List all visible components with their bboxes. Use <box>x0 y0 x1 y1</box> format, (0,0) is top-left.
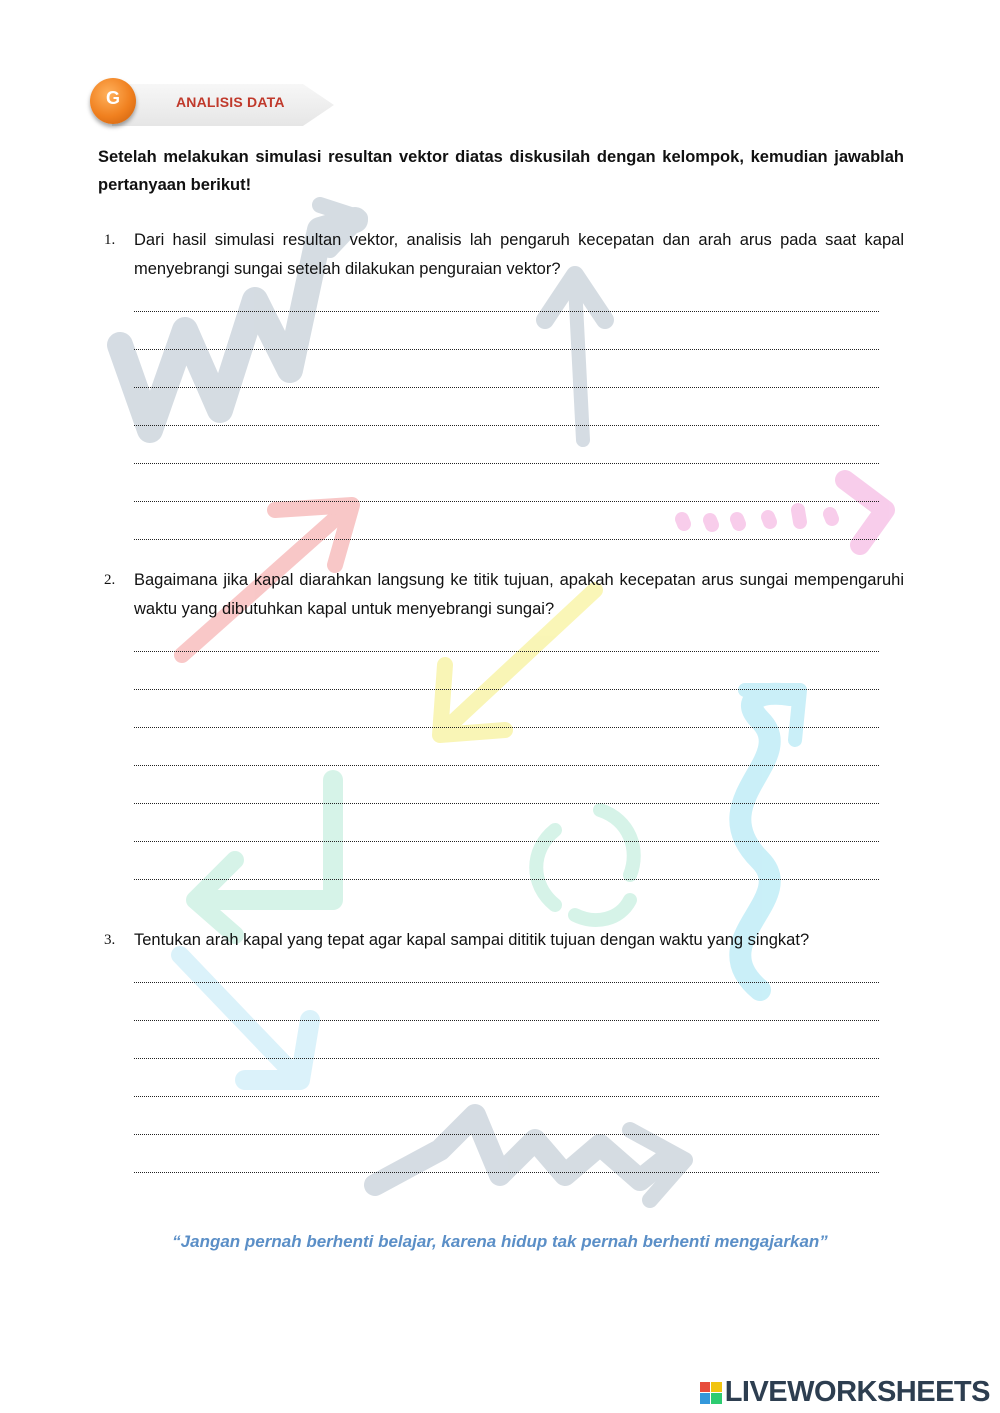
liveworksheets-branding[interactable] <box>700 1376 990 1409</box>
answer-area-3[interactable] <box>134 955 879 1173</box>
answer-line[interactable] <box>134 624 879 652</box>
answer-line[interactable] <box>134 426 879 464</box>
question-2 <box>98 566 904 880</box>
answer-line[interactable] <box>134 652 879 690</box>
answer-line[interactable] <box>134 955 879 983</box>
answer-line[interactable] <box>134 1097 879 1135</box>
question-text: Dari hasil simulasi resultan vektor, analisis lah pengaruh kecepatan dan arah arus pada saat kapal menyebrangi sungai setelah dilakukan penguraian vektor? <box>134 231 904 278</box>
question-text: Tentukan arah kapal yang tepat agar kapal sampai dititik tujuan dengan waktu yang singkat? <box>134 931 810 949</box>
answer-line[interactable] <box>134 842 879 880</box>
question-3 <box>98 926 904 1173</box>
section-badge <box>90 78 340 134</box>
answer-line[interactable] <box>134 766 879 804</box>
section-letter-badge: G <box>90 78 136 124</box>
answer-line[interactable] <box>134 464 879 502</box>
answer-area-2[interactable] <box>134 624 879 880</box>
answer-line[interactable] <box>134 388 879 426</box>
answer-line[interactable] <box>134 690 879 728</box>
question-number: 1. <box>104 232 116 248</box>
liveworksheets-logo-icon <box>700 1382 722 1404</box>
question-number: 3. <box>104 932 116 948</box>
motivational-quote: “Jangan pernah berhenti belajar, karena hidup tak pernah berhenti mengajarkan” <box>172 1232 828 1251</box>
instructions-text: Setelah melakukan simulasi resultan vektor diatas diskusilah dengan kelompok, kemudian jawablah pertanyaan berikut! <box>98 148 904 194</box>
question-1 <box>98 226 904 540</box>
question-text: Bagaimana jika kapal diarahkan langsung ke titik tujuan, apakah kecepatan arus sungai mempengaruhi waktu yang dibutuhkan kapal untuk menyebrangi sungai? <box>134 571 904 618</box>
answer-area-1[interactable] <box>134 284 879 540</box>
question-number: 2. <box>104 572 116 588</box>
answer-line[interactable] <box>134 350 879 388</box>
answer-line[interactable] <box>134 983 879 1021</box>
answer-line[interactable] <box>134 804 879 842</box>
answer-line[interactable] <box>134 284 879 312</box>
answer-line[interactable] <box>134 1059 879 1097</box>
answer-line[interactable] <box>134 312 879 350</box>
brand-name: LIVEWORKSHEETS <box>724 1376 990 1408</box>
answer-line[interactable] <box>134 1135 879 1173</box>
answer-line[interactable] <box>134 728 879 766</box>
section-title: ANALISIS DATA <box>176 94 285 110</box>
answer-line[interactable] <box>134 502 879 540</box>
answer-line[interactable] <box>134 1021 879 1059</box>
